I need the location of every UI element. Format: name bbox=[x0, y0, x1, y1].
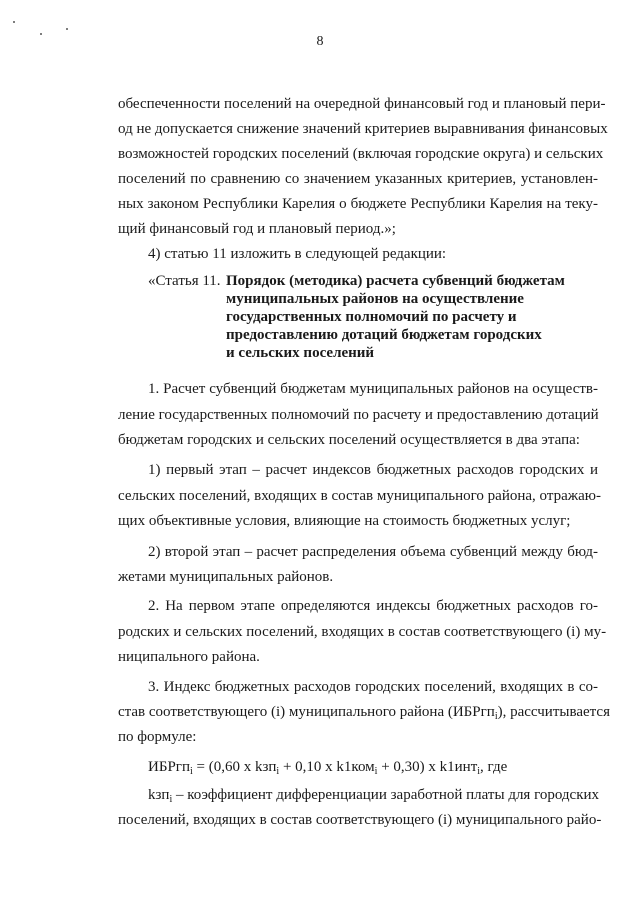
subscript: i bbox=[276, 766, 280, 777]
formula-tail: , где bbox=[480, 759, 508, 775]
text-line: бюджетам городских и сельских поселений осуществляется в два этапа: bbox=[118, 432, 580, 448]
article-prefix: «Статья 11. bbox=[148, 273, 221, 289]
text-line: 1) первый этап – расчет индексов бюджетных расходов городских и bbox=[148, 462, 598, 478]
text-line: 3. Индекс бюджетных расходов городских поселений, входящих в со- bbox=[148, 679, 598, 695]
text-line: 2) второй этап – расчет распределения объема субвенций между бюд- bbox=[148, 544, 598, 560]
formula-lhs: ИБРгп bbox=[148, 759, 190, 775]
text-line: поселений по сравнению со значением указанных критериев, установлен- bbox=[118, 171, 598, 187]
article-title-line: муниципальных районов на осуществление bbox=[226, 291, 524, 307]
formula-term: + 0,30) х k1инт bbox=[377, 759, 478, 775]
text-line: поселений, входящих в состав соответствующего (i) муниципального райо- bbox=[118, 812, 602, 828]
article-title-line: государственных полномочий по расчету и bbox=[226, 309, 517, 325]
text-line bbox=[148, 786, 598, 804]
text-line: ных законом Республики Карелия о бюджете Республики Карелия на теку- bbox=[118, 196, 598, 212]
subscript: i bbox=[494, 711, 498, 722]
page-number: 8 bbox=[316, 34, 324, 49]
scan-speck bbox=[40, 33, 42, 35]
text-run: ), рассчитывается bbox=[497, 704, 610, 720]
text-line: 1. Расчет субвенций бюджетам муниципальных районов на осуществ- bbox=[148, 381, 598, 397]
definition-symbol: kзп bbox=[148, 787, 170, 803]
subscript: i bbox=[169, 794, 173, 805]
text-line: родских и сельских поселений, входящих в состав соответствующего (i) му- bbox=[118, 624, 607, 640]
text-line: обеспеченности поселений на очередной финансовый год и плановый пери- bbox=[118, 96, 606, 112]
text-line: 2. На первом этапе определяются индексы бюджетных расходов го- bbox=[148, 598, 598, 614]
text-line: ниципального района. bbox=[118, 649, 260, 665]
text-line: возможностей городских поселений (включая городские округа) и сельских bbox=[118, 146, 604, 162]
text-line: щий финансовый год и плановый период.»; bbox=[118, 221, 396, 237]
text-line: щих объективные условия, влияющие на стоимость бюджетных услуг; bbox=[118, 513, 571, 529]
article-title-line: предоставлению дотаций бюджетам городских bbox=[226, 327, 542, 343]
subscript: i bbox=[477, 766, 481, 777]
formula-term: = (0,60 х kзп bbox=[192, 759, 277, 775]
text-line bbox=[118, 703, 610, 722]
scan-speck bbox=[66, 28, 68, 30]
scan-speck bbox=[13, 21, 15, 23]
definition-text: – коэффициент дифференциации заработной платы для городских bbox=[172, 787, 600, 803]
text-line: ление государственных полномочий по расчету и предоставлению дотаций bbox=[118, 407, 599, 423]
article-title-line: Порядок (методика) расчета субвенций бюджетам bbox=[226, 273, 565, 289]
formula-term: + 0,10 х k1ком bbox=[279, 759, 375, 775]
formula bbox=[148, 758, 507, 776]
article-title bbox=[226, 272, 586, 362]
text-line: сельских поселений, входящих в состав муниципального района, отражаю- bbox=[118, 488, 601, 504]
text-line: 4) статью 11 изложить в следующей редакции: bbox=[148, 246, 447, 262]
article-title-line: и сельских поселений bbox=[226, 345, 375, 361]
subscript: i bbox=[189, 766, 193, 777]
text-line: по формуле: bbox=[118, 729, 197, 745]
text-run: став соответствующего (i) муниципального района (ИБРгп bbox=[118, 704, 495, 720]
subscript: i bbox=[374, 766, 378, 777]
text-line: од не допускается снижение значений критериев выравнивания финансовых bbox=[118, 121, 608, 137]
text-line: жетами муниципальных районов. bbox=[118, 569, 334, 585]
